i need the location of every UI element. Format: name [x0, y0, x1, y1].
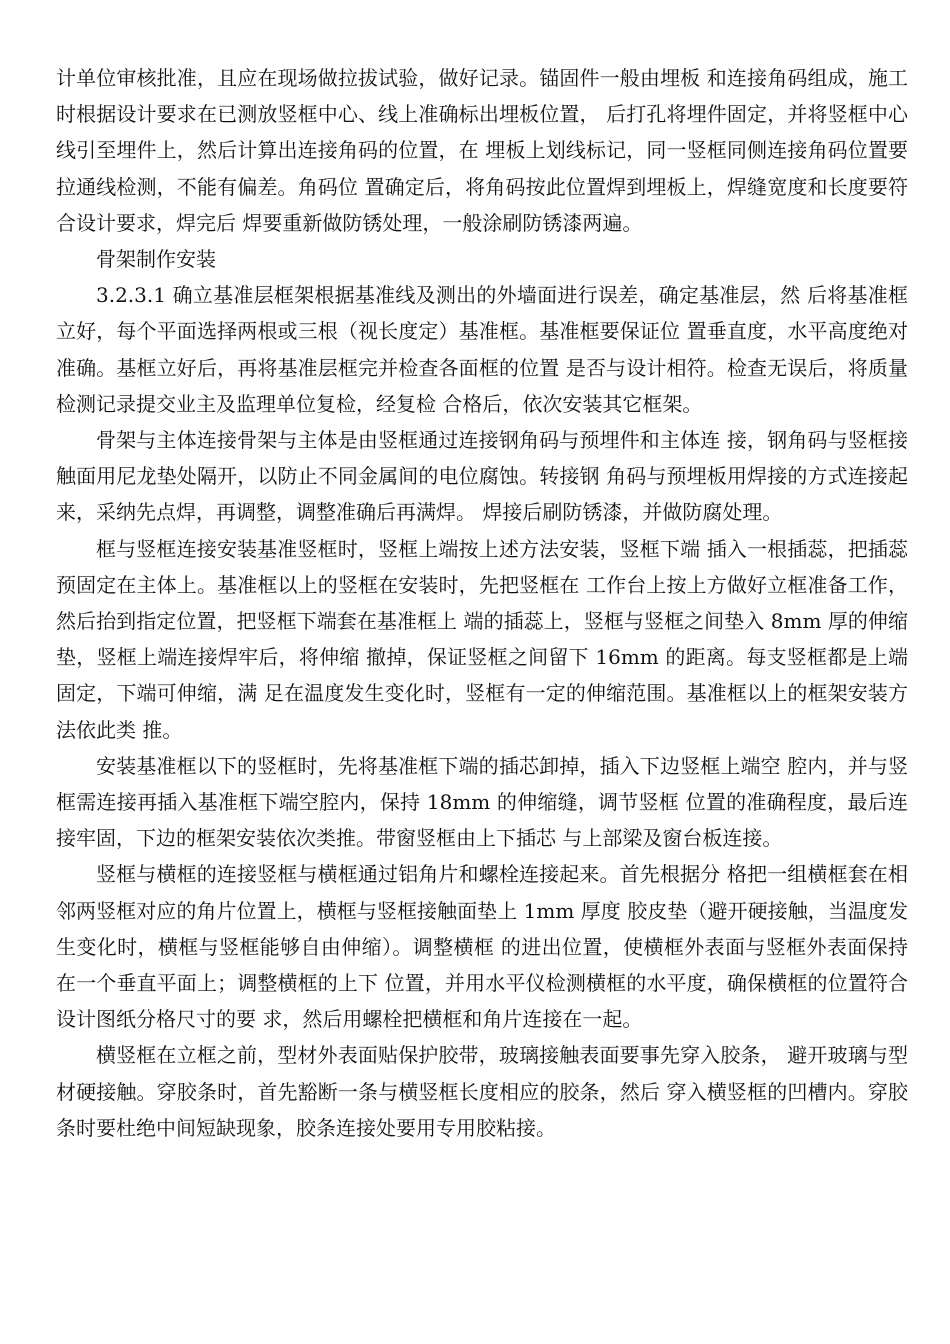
- paragraph-anchor-installation: 计单位审核批准，且应在现场做拉拔试验，做好记录。锚固件一般由埋板 和连接角码组成，施工时根据设计要求在已测放竖框中心、线上准确标出埋板位置， 后打孔将埋件固定，并将竖框中心线引至埋件上，然后计算出连接角码的位置，在 埋板上划线标记，同一竖框同侧连接角码位置要拉通线检测，不能有偏差。角码位 置确定后，将角码按此位置焊到埋板上，焊缝宽度和长度要符合设计要求，焊完后 焊要重新做防锈处理，一般涂刷防锈漆两遍。: [56, 66, 908, 235]
- document-body: [56, 60, 908, 1146]
- paragraph-lower-mullion: 安装基准框以下的竖框时，先将基准框下端的插芯卸掉，插入下边竖框上端空 腔内，并与竖框需连接再插入基准框下端空腔内，保持 18mm 的伸缩缝，调节竖框 位置的准确程度，最后连接牢固，下边的框架安装依次类推。带窗竖框由上下插芯 与上部梁及窗台板连接。: [56, 753, 908, 851]
- paragraph-mullion-transom: 竖框与横框的连接竖框与横框通过铝角片和螺栓连接起来。首先根据分 格把一组横框套在相邻两竖框对应的角片位置上，横框与竖框接触面垫上 1mm 厚度 胶皮垫（避开硬接触，当温度发生变化时，横框与竖框能够自由伸缩）。调整横框 的进出位置，使横框外表面与竖框外表面保持在一个垂直平面上；调整横框的上下 位置，并用水平仪检测横框的水平度，确保横框的位置符合设计图纸分格尺寸的要 求，然后用螺栓把横框和角片连接在一起。: [56, 862, 908, 1032]
- paragraph-reference-layer: 3.2.3.1 确立基准层框架根据基准线及测出的外墙面进行误差，确定基准层，然 后将基准框立好，每个平面选择两根或三根（视长度定）基准框。基准框要保证位 置垂直度，水平高度绝对准确。基框立好后，再将基准层框完并检查各面框的位置 是否与设计相符。检查无误后，将质量检测记录提交业主及监理单位复检，经复检 合格后，依次安装其它框架。: [56, 283, 908, 416]
- paragraph-rubber-strip: 横竖框在立框之前，型材外表面贴保护胶带，玻璃接触表面要事先穿入胶条， 避开玻璃与型材硬接触。穿胶条时，首先豁断一条与横竖框长度相应的胶条，然后 穿入横竖框的凹槽内。穿胶条时要杜绝中间短缺现象，胶条连接处要用专用胶粘接。: [56, 1043, 908, 1140]
- paragraph-frame-to-structure: 骨架与主体连接骨架与主体是由竖框通过连接钢角码与预埋件和主体连 接，钢角码与竖框接触面用尼龙垫处隔开，以防止不同金属间的电位腐蚀。转接钢 角码与预埋板用焊接的方式连接起来，采纳先点焊，再调整，调整准确后再满焊。 焊接后刷防锈漆，并做防腐处理。: [56, 428, 908, 525]
- paragraph-mullion-connection: 框与竖框连接安装基准竖框时，竖框上端按上述方法安装，竖框下端 插入一根插蕊，把插蕊预固定在主体上。基准框以上的竖框在安装时，先把竖框在 工作台上按上方做好立框准备工作，然后抬到指定位置，把竖框下端套在基准框上 端的插蕊上，竖框与竖框之间垫入 8mm 厚的伸缩垫，竖框上端连接焊牢后，将伸缩 撤掉，保证竖框之间留下 16mm 的距离。每支竖框都是上端固定，下端可伸缩，满 足在温度发生变化时，竖框有一定的伸缩范围。基准框以上的框架安装方法依此类 推。: [56, 536, 908, 742]
- section-heading-frame-installation: 骨架制作安装: [96, 247, 216, 272]
